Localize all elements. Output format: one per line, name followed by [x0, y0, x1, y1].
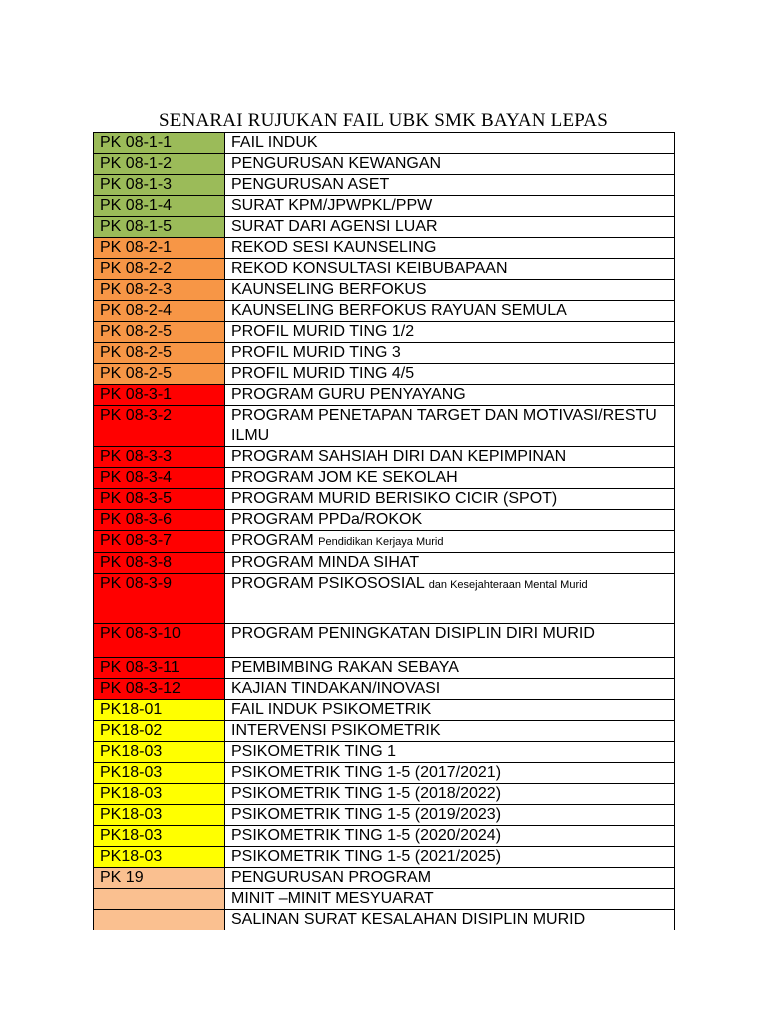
file-code-cell: PK 08-1-1 [94, 133, 225, 154]
file-description-cell [225, 847, 675, 868]
table-row [94, 624, 675, 658]
file-description-text: PROGRAM JOM KE SEKOLAH [231, 469, 458, 486]
file-description-text: REKOD SESI KAUNSELING [231, 239, 437, 256]
table-row [94, 553, 675, 574]
table-row [94, 847, 675, 868]
table-row [94, 406, 675, 447]
file-description-text: REKOD KONSULTASI KEIBUBAPAAN [231, 260, 508, 277]
file-description-cell [225, 805, 675, 826]
file-description-text: PENGURUSAN ASET [231, 176, 390, 193]
file-description-cell [225, 406, 675, 447]
file-code-cell: PK 08-1-4 [94, 196, 225, 217]
table-row [94, 784, 675, 805]
table-row [94, 510, 675, 531]
file-code-cell: PK18-01 [94, 700, 225, 721]
file-code-cell: PK 08-3-10 [94, 624, 225, 658]
file-description-text: PENGURUSAN KEWANGAN [231, 155, 442, 172]
table-row [94, 700, 675, 721]
file-description-text: PROGRAM SAHSIAH DIRI DAN KEPIMPINAN [231, 448, 567, 465]
file-description-cell [225, 868, 675, 889]
file-description-text: MINIT –MINIT MESYUARAT [231, 890, 434, 907]
file-code-cell: PK 08-3-6 [94, 510, 225, 531]
file-code-cell: PK18-02 [94, 721, 225, 742]
file-description-cell [225, 658, 675, 679]
file-description-cell [225, 510, 675, 531]
file-description-cell [225, 531, 675, 553]
file-description-text: PENGURUSAN PROGRAM [231, 869, 432, 886]
file-code-cell: PK 08-3-7 [94, 531, 225, 553]
file-description-text: FAIL INDUK [231, 134, 318, 151]
file-description-cell [225, 343, 675, 364]
file-code-cell: PK 08-2-4 [94, 301, 225, 322]
table-row [94, 196, 675, 217]
file-code-cell: PK 08-1-3 [94, 175, 225, 196]
file-description-cell [225, 468, 675, 489]
table-row [94, 133, 675, 154]
file-description-cell [225, 238, 675, 259]
file-description-cell [225, 679, 675, 700]
file-code-cell [94, 889, 225, 910]
table-row [94, 259, 675, 280]
table-row [94, 763, 675, 784]
file-description-cell [225, 784, 675, 805]
file-description-cell [225, 489, 675, 510]
table-row [94, 868, 675, 889]
file-description-text: INTERVENSI PSIKOMETRIK [231, 722, 441, 739]
file-code-cell: PK 08-3-5 [94, 489, 225, 510]
file-description-text: PSIKOMETRIK TING 1-5 (2018/2022) [231, 785, 502, 802]
table-row [94, 322, 675, 343]
table-row [94, 574, 675, 624]
table-row [94, 385, 675, 406]
reference-table [93, 132, 675, 930]
reference-table-body [94, 133, 675, 931]
file-description-text: PROFIL MURID TING 4/5 [231, 365, 415, 382]
file-description-cell [225, 721, 675, 742]
file-description-cell [225, 553, 675, 574]
file-code-cell: PK 19 [94, 868, 225, 889]
file-code-cell: PK 08-1-5 [94, 217, 225, 238]
file-description-text: FAIL INDUK PSIKOMETRIK [231, 701, 432, 718]
file-description-cell [225, 700, 675, 721]
file-code-cell: PK18-03 [94, 847, 225, 868]
file-code-cell: PK 08-3-11 [94, 658, 225, 679]
file-description-text: KAJIAN TINDAKAN/INOVASI [231, 680, 441, 697]
file-description-text: PEMBIMBING RAKAN SEBAYA [231, 659, 459, 676]
table-row [94, 238, 675, 259]
file-description-subtext: dan Kesejahteraan Mental Murid [428, 579, 588, 591]
file-code-cell: PK 08-3-1 [94, 385, 225, 406]
file-code-cell: PK 08-2-3 [94, 280, 225, 301]
file-description-subtext: Pendidikan Kerjaya Murid [318, 536, 444, 548]
file-code-cell: PK18-03 [94, 763, 225, 784]
table-row [94, 468, 675, 489]
file-code-cell: PK 08-3-2 [94, 406, 225, 447]
table-row [94, 280, 675, 301]
file-description-text: PROFIL MURID TING 1/2 [231, 323, 415, 340]
file-description-text: SALINAN SURAT KESALAHAN DISIPLIN MURID [231, 911, 586, 928]
file-description-text: PSIKOMETRIK TING 1-5 (2020/2024) [231, 827, 502, 844]
file-description-cell [225, 447, 675, 468]
table-row [94, 531, 675, 553]
file-code-cell: PK 08-2-5 [94, 322, 225, 343]
file-description-text: PROGRAM PENINGKATAN DISIPLIN DIRI MURID [231, 625, 595, 642]
file-description-text: PROGRAM PSIKOSOSIAL [231, 575, 425, 592]
file-description-cell [225, 624, 675, 658]
file-description-cell [225, 385, 675, 406]
file-code-cell: PK 08-3-12 [94, 679, 225, 700]
file-description-cell [225, 889, 675, 910]
table-row [94, 658, 675, 679]
table-row [94, 826, 675, 847]
table-row [94, 721, 675, 742]
file-description-cell [225, 364, 675, 385]
file-code-cell: PK18-03 [94, 784, 225, 805]
table-row [94, 489, 675, 510]
file-description-cell [225, 742, 675, 763]
file-code-cell: PK 08-2-2 [94, 259, 225, 280]
file-code-cell [94, 910, 225, 931]
file-code-cell: PK 08-3-3 [94, 447, 225, 468]
file-code-cell: PK 08-2-1 [94, 238, 225, 259]
table-row [94, 301, 675, 322]
file-description-text: PROGRAM MINDA SIHAT [231, 554, 420, 571]
file-description-cell [225, 196, 675, 217]
file-code-cell: PK 08-1-2 [94, 154, 225, 175]
file-description-cell [225, 175, 675, 196]
file-description-text: KAUNSELING BERFOKUS RAYUAN SEMULA [231, 302, 567, 319]
file-description-cell [225, 217, 675, 238]
page-title: SENARAI RUJUKAN FAIL UBK SMK BAYAN LEPAS [159, 110, 608, 131]
file-description-cell [225, 574, 675, 624]
file-description-cell [225, 763, 675, 784]
file-description-text: KAUNSELING BERFOKUS [231, 281, 427, 298]
file-description-text: SURAT KPM/JPWPKL/PPW [231, 197, 433, 214]
file-description-text: PSIKOMETRIK TING 1-5 (2019/2023) [231, 806, 502, 823]
file-code-cell: PK18-03 [94, 742, 225, 763]
file-description-text: PSIKOMETRIK TING 1-5 (2017/2021) [231, 764, 502, 781]
table-row [94, 154, 675, 175]
file-description-text: SURAT DARI AGENSI LUAR [231, 218, 438, 235]
file-code-cell: PK 08-3-9 [94, 574, 225, 624]
file-description-text: PROFIL MURID TING 3 [231, 344, 401, 361]
file-description-text: PSIKOMETRIK TING 1-5 (2021/2025) [231, 848, 502, 865]
table-row [94, 910, 675, 931]
file-description-cell [225, 133, 675, 154]
file-description-text: PROGRAM MURID BERISIKO CICIR (SPOT) [231, 490, 558, 507]
table-row [94, 343, 675, 364]
table-row [94, 217, 675, 238]
table-row [94, 447, 675, 468]
file-code-cell: PK 08-2-5 [94, 364, 225, 385]
file-description-cell [225, 826, 675, 847]
table-row [94, 742, 675, 763]
file-description-cell [225, 910, 675, 931]
file-code-cell: PK 08-3-8 [94, 553, 225, 574]
file-code-cell: PK 08-2-5 [94, 343, 225, 364]
file-description-cell [225, 259, 675, 280]
table-row [94, 364, 675, 385]
table-row [94, 679, 675, 700]
file-description-cell [225, 280, 675, 301]
file-code-cell: PK 08-3-4 [94, 468, 225, 489]
file-description-cell [225, 322, 675, 343]
file-description-text: PROGRAM PPDa/ROKOK [231, 511, 423, 528]
table-row [94, 889, 675, 910]
file-code-cell: PK18-03 [94, 805, 225, 826]
table-row [94, 805, 675, 826]
file-description-text: PROGRAM GURU PENYAYANG [231, 386, 466, 403]
file-description-cell [225, 301, 675, 322]
file-description-text: PSIKOMETRIK TING 1 [231, 743, 397, 760]
file-description-text: PROGRAM [231, 532, 314, 549]
file-description-cell [225, 154, 675, 175]
file-code-cell: PK18-03 [94, 826, 225, 847]
file-description-text: PROGRAM PENETAPAN TARGET DAN MOTIVASI/RESTU ILMU [231, 407, 657, 444]
table-row [94, 175, 675, 196]
